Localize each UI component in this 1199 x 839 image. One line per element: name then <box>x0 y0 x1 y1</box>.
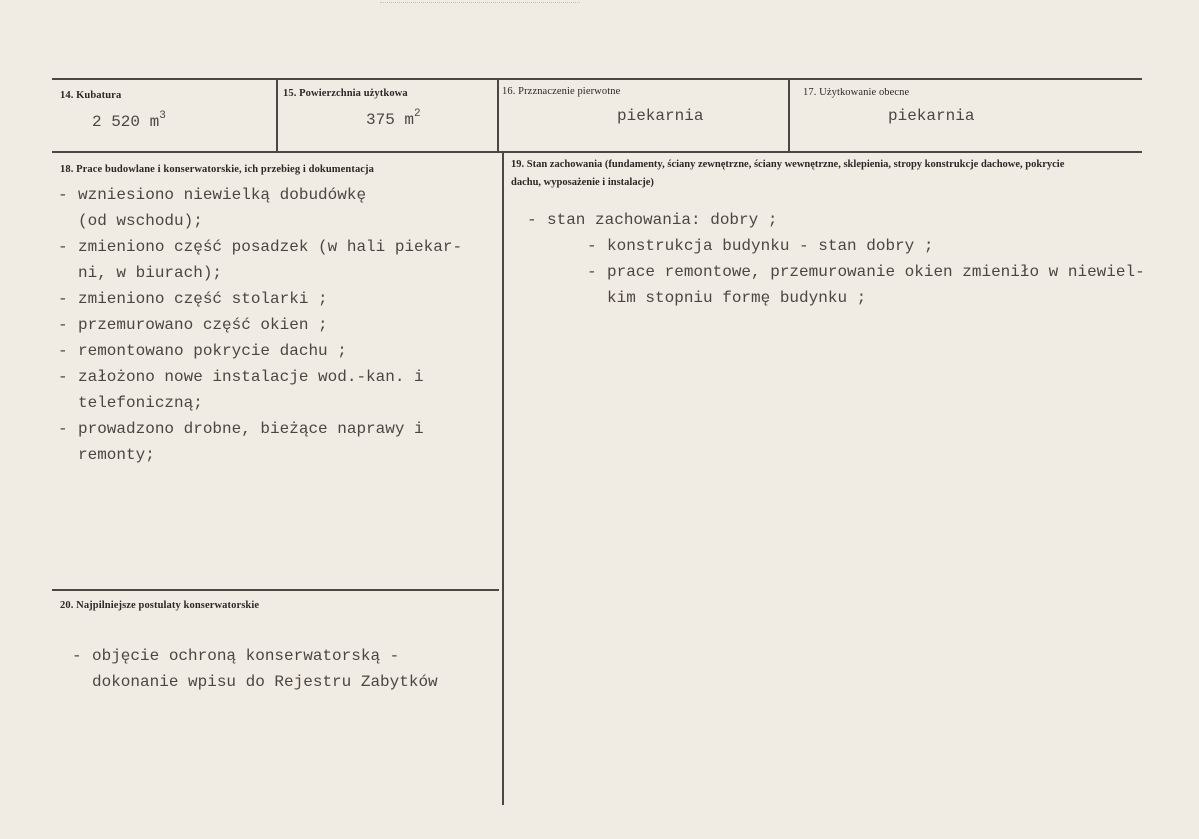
postulaty-label: 20. Najpilniejsze postulaty konserwatorskie <box>60 600 260 611</box>
list-item: - prowadzono drobne, bieżące naprawy i <box>58 416 462 442</box>
top-dotted-line <box>380 2 580 3</box>
list-item: ni, w biurach); <box>78 264 223 282</box>
list-item: kim stopniu formę budynku ; <box>607 289 867 307</box>
divider-16-17 <box>788 80 790 152</box>
list-item: dokonanie wpisu do Rejestru Zabytków <box>92 673 438 691</box>
kubatura-label: 14. Kubatura <box>60 90 122 101</box>
prace-budowlane-label: 18. Prace budowlane i konserwatorskie, ich przebieg i dokumentacja <box>60 164 375 175</box>
list-item: - prace remontowe, przemurowanie okien zmieniło w niewiel- <box>587 259 1145 285</box>
list-item: - zmieniono część posadzek (w hali piekar- <box>58 234 462 260</box>
list-item: - założono nowe instalacje wod.-kan. i <box>58 364 462 390</box>
postulaty-list <box>72 643 438 695</box>
list-item: - stan zachowania: dobry ; <box>527 207 777 233</box>
stan-zachowania-list-1 <box>527 207 777 233</box>
list-item: (od wschodu); <box>78 212 203 230</box>
list-item: - zmieniono część stolarki ; <box>58 286 462 312</box>
kubatura-number: 2 520 m <box>92 113 160 131</box>
przeznaczenie-label: 16. Przznaczenie pierwotne <box>502 86 621 97</box>
uzytkowanie-label: 17. Użytkowanie obecne <box>803 87 910 98</box>
divider-15-16 <box>497 80 499 152</box>
list-item: - objęcie ochroną konserwatorską - <box>72 643 438 669</box>
przeznaczenie-value: piekarnia <box>617 107 704 125</box>
list-item: - konstrukcja budynku - stan dobry ; <box>587 233 1145 259</box>
powierzchnia-unit-exp: 2 <box>414 108 421 120</box>
kubatura-unit-exp: 3 <box>159 110 166 122</box>
stan-zachowania-label: 19. Stan zachowania (fundamenty, ściany zewnętrzne, ściany wewnętrzne, sklepienia, stropy konstrukcje dachowe, pokrycie dachu, wyposażenie i instalacje) <box>511 159 1065 188</box>
list-item: - przemurowano część okien ; <box>58 312 462 338</box>
list-item: remonty; <box>78 446 155 464</box>
kubatura-value <box>92 110 166 131</box>
powierzchnia-label: 15. Powierzchnia użytkowa <box>283 88 408 99</box>
divider-main <box>502 153 504 805</box>
stan-zachowania-list-2 <box>587 233 1145 311</box>
uzytkowanie-value: piekarnia <box>888 107 975 125</box>
divider-14-15 <box>276 80 278 152</box>
powierzchnia-value <box>366 108 421 129</box>
powierzchnia-number: 375 m <box>366 111 415 129</box>
prace-budowlane-list <box>58 182 462 468</box>
section20-rule <box>52 589 499 591</box>
top-rule <box>52 78 1142 80</box>
list-item: - remontowano pokrycie dachu ; <box>58 338 462 364</box>
list-item: telefoniczną; <box>78 394 203 412</box>
list-item: - wzniesiono niewielką dobudówkę <box>58 182 462 208</box>
mid-rule <box>52 151 1142 153</box>
